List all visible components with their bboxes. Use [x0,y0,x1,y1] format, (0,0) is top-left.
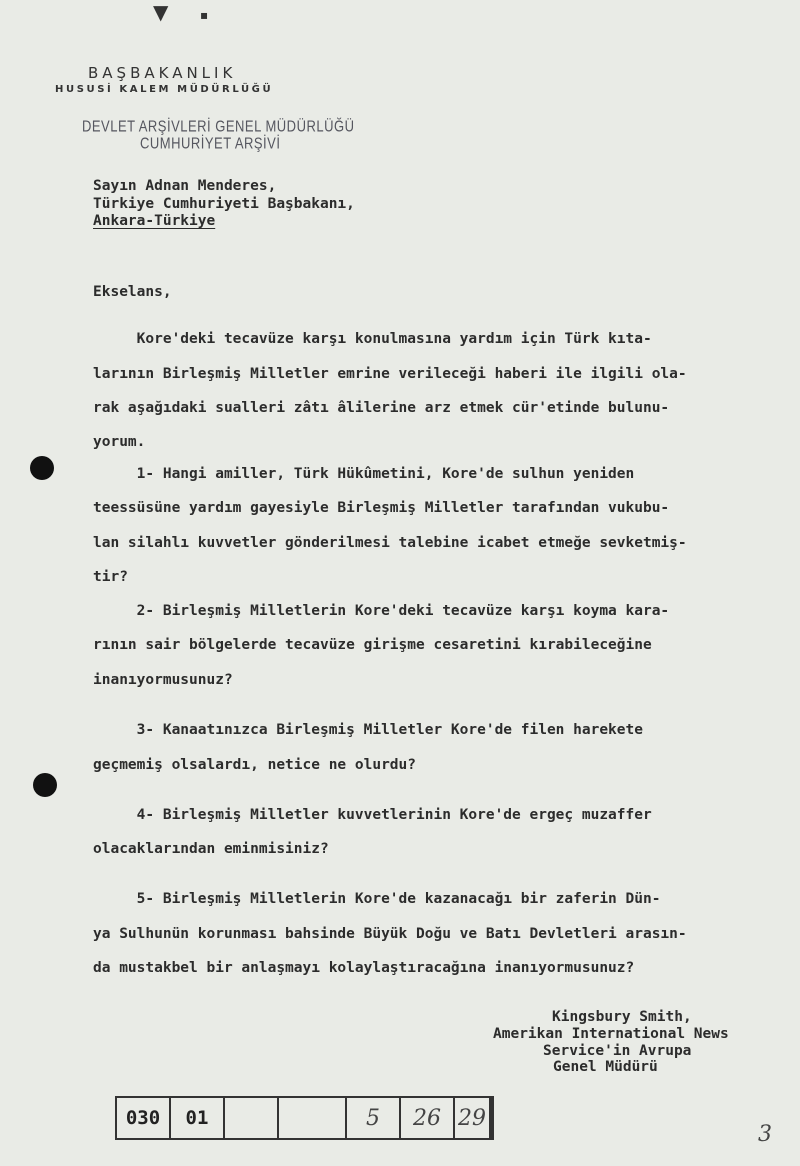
salutation: Ekselans, [93,284,172,300]
question-5-line: da mustakbel bir anlaşmayı kolaylaştıracağına inanıyormusunuz? [93,960,635,976]
intro-line: Kore'deki tecavüze karşı konulmasına yardım için Türk kıta- [93,331,652,347]
reference-cell [279,1098,347,1138]
question-1-line: tir? [93,569,128,585]
archive-stamp-line2: CUMHURİYET ARŞİVİ [140,134,281,152]
question-4-line: 4- Birleşmiş Milletler kuvvetlerinin Kore'de ergeç muzaffer [93,807,652,823]
question-2-line: rının sair bölgelerde tecavüze girişme cesaretini kırabileceğine [93,637,652,653]
addressee-line2: Türkiye Cumhuriyeti Başbakanı, [93,196,355,212]
intro-line: larının Birleşmiş Milletler emrine verileceği haberi ile ilgili ola- [93,366,687,382]
question-5-line: ya Sulhunün korunması bahsinde Büyük Doğu ve Batı Devletleri arasın- [93,926,687,942]
question-3-line: geçmemiş olsalardı, netice ne olurdu? [93,757,417,773]
letterhead-title: BAŞBAKANLIK [88,64,237,82]
reference-cell [225,1098,279,1138]
question-4-line: olacaklarından eminmisiniz? [93,841,329,857]
reference-cell: 26 [401,1098,455,1138]
archive-stamp-line1: DEVLET ARŞİVLERİ GENEL MÜDÜRLÜĞÜ [82,117,355,135]
reference-cell: 01 [171,1098,225,1138]
question-2-line: 2- Birleşmiş Milletlerin Kore'deki tecavüze karşı koyma kara- [93,603,670,619]
question-1-line: teessüsüne yardım gayesiyle Birleşmiş Milletler tarafından vukubu- [93,500,670,516]
reference-cell: 29 [455,1098,492,1138]
question-2-line: inanıyormusunuz? [93,672,233,688]
archive-reference-table [115,1096,494,1140]
reference-cell: 5 [347,1098,401,1138]
signature-line2: Amerikan International News [493,1026,729,1042]
page-number: 3 [758,1122,772,1147]
letterhead-subtitle: HUSUSİ KALEM MÜDÜRLÜĞÜ [55,84,274,95]
addressee-line1: Sayın Adnan Menderes, [93,178,277,194]
addressee-line3: Ankara-Türkiye [93,213,216,229]
top-mark: ▼ [153,0,169,24]
question-3-line: 3- Kanaatınızca Birleşmiş Milletler Kore'de filen harekete [93,722,643,738]
reference-cell: 030 [117,1098,171,1138]
signature-line3: Service'in Avrupa [543,1043,692,1059]
signature-line1: Kingsbury Smith, [552,1009,692,1025]
intro-line: yorum. [93,434,146,450]
intro-line: rak aşağıdaki sualleri zâtı âlilerine arz etmek cür'etinde bulunu- [93,400,670,416]
question-5-line: 5- Birleşmiş Milletlerin Kore'de kazanacağı bir zaferin Dün- [93,891,661,907]
signature-line4: Genel Müdürü [553,1059,658,1075]
question-1-line: lan silahlı kuvvetler gönderilmesi talebine icabet etmeğe sevketmiş- [93,535,687,551]
punch-hole-upper [30,456,54,480]
question-1-line: 1- Hangi amiller, Türk Hükûmetini, Kore'de sulhun yeniden [93,466,635,482]
top-dot: ▪ [200,8,209,22]
punch-hole-lower [33,773,57,797]
